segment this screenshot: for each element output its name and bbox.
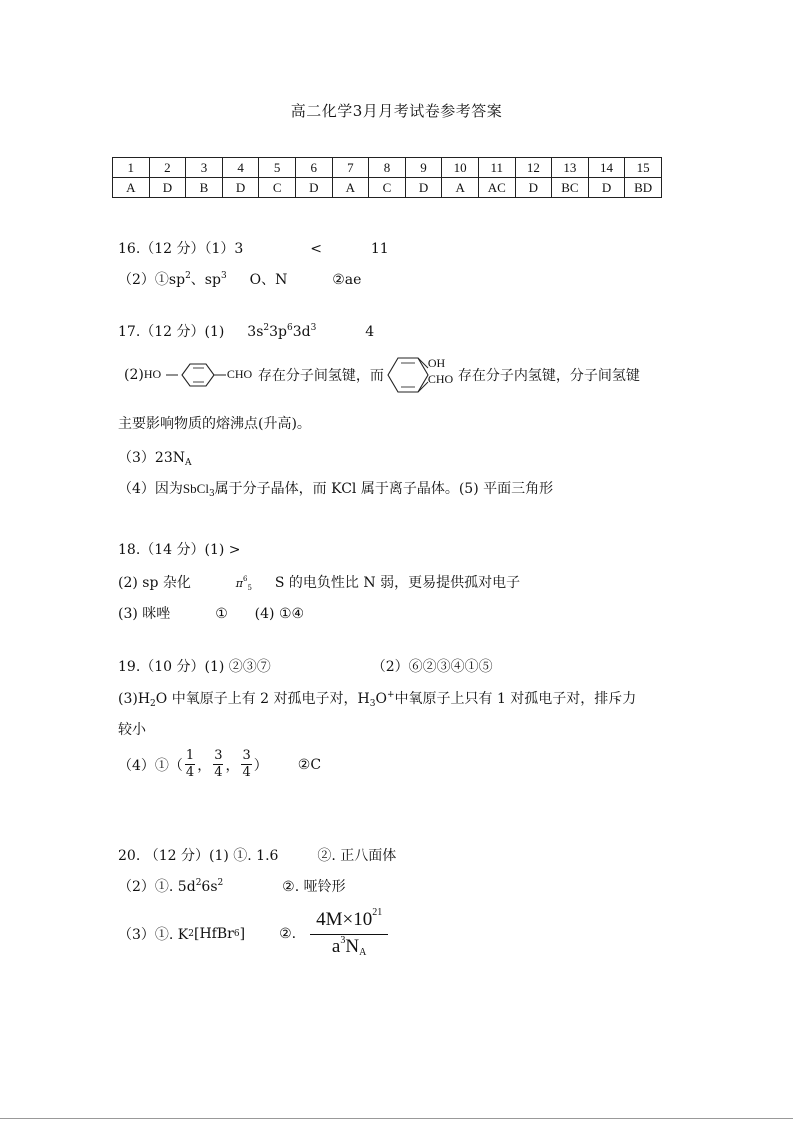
q17-sup: 3 [310, 323, 317, 333]
answer-cell: A [113, 178, 150, 198]
q19-text: (3)H [118, 691, 151, 707]
q19-part4-prefix: （4）①（ [118, 757, 183, 774]
numerator-text: 4M×10 [316, 909, 373, 930]
oh-group-label: OH [427, 356, 446, 370]
fraction-numerator: 1 [185, 748, 195, 763]
q18-line2 [118, 572, 520, 592]
q17-line2 [124, 352, 640, 398]
answer-cell: BC [552, 178, 589, 198]
q19-line2 [118, 688, 636, 708]
cho-group-label: CHO [427, 372, 454, 386]
q20-line1 [118, 845, 396, 865]
answer-cell: BD [625, 178, 662, 198]
density-formula [310, 908, 388, 959]
denominator-text: N [345, 936, 360, 957]
q17-part4-prefix: （4）因为 [118, 481, 183, 497]
q17-line3: 主要影响物质的熔沸点(升高)。 [118, 416, 311, 432]
question-number: 6 [295, 158, 332, 178]
question-number: 14 [588, 158, 625, 178]
q20-part3-label: ②. [279, 925, 297, 942]
q17-line5 [118, 478, 553, 498]
fraction [185, 748, 195, 781]
q17-part2-label: (2) [124, 367, 144, 383]
question-number: 8 [369, 158, 406, 178]
fraction-numerator: 3 [242, 748, 251, 763]
exponent: 3 [340, 935, 346, 946]
q20-octahedron: ②. 正八面体 [317, 848, 397, 864]
question-number: 13 [552, 158, 589, 178]
q20-config: 6s [201, 879, 218, 895]
q19-head: 19.（10 分）(1) ②③⑦ [118, 659, 271, 675]
answer-cell: D [295, 178, 332, 198]
q16-less-than: < [310, 241, 322, 257]
q19-answer-c: ②C [297, 756, 322, 773]
q17-config: 3s [247, 324, 264, 340]
cho-group-label: CHO [226, 367, 253, 381]
q17-part3: （3）23N [118, 450, 185, 466]
q17-part4-text: 属于分子晶体，而 KCl 属于离子晶体。(5) 平面三角形 [214, 481, 554, 497]
fraction [213, 748, 223, 781]
question-number: 2 [149, 158, 186, 178]
q17-config: 3d [292, 324, 311, 340]
answer-cell: B [186, 178, 223, 198]
q16-eleven: 11 [370, 241, 389, 257]
q20-config: （2）①. 5d [118, 879, 196, 895]
q17-sub: A [184, 458, 192, 468]
q19-part2: （2）⑥②③④①⑤ [371, 659, 493, 675]
q20-formula: [HfBr [194, 925, 234, 942]
answer-cell: D [588, 178, 625, 198]
q19-text: 中氧原子上只有 1 对孤电子对，排斥力 [394, 691, 637, 707]
fraction-denominator: 4 [185, 765, 195, 780]
question-number: 12 [515, 158, 552, 178]
p-hydroxybenzaldehyde-structure [144, 360, 256, 390]
q17-four: 4 [365, 324, 375, 340]
question-number: 15 [625, 158, 662, 178]
q18-line1: 18.（14 分）(1) > [118, 542, 241, 558]
answer-cell: D [149, 178, 186, 198]
answer-table-answer-row [113, 178, 662, 198]
q17-line1 [118, 321, 374, 341]
q17-text-intermolecular: 存在分子间氢键，而 [257, 368, 384, 384]
question-number: 3 [186, 158, 223, 178]
q18-circled: ① [215, 606, 228, 622]
q18-part3: (3) 咪唑 [118, 606, 171, 622]
q19-sup: + [386, 690, 395, 700]
q18-sub: 5 [247, 584, 252, 592]
fraction-denominator: 4 [214, 765, 223, 780]
q20-sup: 2 [195, 878, 202, 888]
q19-close-paren: ） [253, 757, 268, 774]
q20-dumbbell: ②. 哑铃形 [282, 879, 346, 895]
answer-table-number-row [113, 158, 662, 178]
answer-cell: C [259, 178, 296, 198]
o-hydroxybenzaldehyde-structure [384, 352, 456, 398]
q16-head: 16.（12 分）（1）3 [118, 241, 244, 257]
q17-config: 3p [269, 324, 287, 340]
q19-line3: 较小 [118, 722, 146, 738]
q19-line1 [118, 656, 493, 676]
q20-formula: ] [239, 925, 246, 942]
answer-cell: D [222, 178, 259, 198]
question-number: 10 [442, 158, 479, 178]
q20-line3: （3）①. K 2 [HfBr 6 ] ②. $\frac{4M\times 10^{21}}{a^3N_A}$ [118, 908, 388, 959]
question-number: 4 [222, 158, 259, 178]
subscript: A [359, 947, 367, 958]
answer-cell: D [405, 178, 442, 198]
q16-line2 [118, 269, 361, 289]
q16-sp-mid: 、sp [190, 272, 221, 288]
q16-sup: 3 [220, 271, 227, 281]
q16-sup: 2 [185, 271, 191, 281]
question-number: 11 [478, 158, 515, 178]
q18-explanation: S 的电负性比 N 弱，更易提供孤对电子 [274, 575, 521, 591]
q18-sup: 6 [243, 575, 248, 583]
answer-cell: A [442, 178, 479, 198]
q17-head: 17.（12 分）(1) [118, 324, 225, 340]
q17-line4 [118, 447, 191, 467]
answer-cell: D [515, 178, 552, 198]
q20-sup: 2 [217, 878, 224, 888]
q19-text: O 中氧原子上有 2 对孤电子对，H [155, 691, 370, 707]
q19-sub: 3 [369, 699, 376, 709]
ho-group-label: HO [143, 367, 162, 381]
fraction-denominator: 4 [242, 765, 251, 780]
density-denominator [310, 935, 388, 959]
q19-text: O [375, 691, 387, 707]
q20-head: 20. （12 分）(1) ①. 1.6 [118, 848, 279, 864]
density-numerator [310, 908, 388, 935]
question-number: 5 [259, 158, 296, 178]
page-title: 高二化学3月月考试卷参考答案 [290, 102, 503, 120]
q16-sp-prefix: （2）①sp [118, 272, 186, 288]
q16-line1 [118, 238, 389, 258]
q19-sub: 2 [150, 699, 156, 709]
q18-part4: (4) ①④ [254, 606, 305, 622]
q17-text-intramolecular: 存在分子内氢键，分子间氢键 [457, 368, 640, 384]
q16-elements: O、N [249, 272, 288, 288]
pi-bond-symbol: π [235, 577, 244, 590]
q17-sup: 6 [286, 323, 293, 333]
fraction-numerator: 3 [214, 748, 223, 763]
page-bottom-divider [0, 1118, 793, 1119]
question-number: 1 [113, 158, 150, 178]
q18-line3 [118, 603, 304, 623]
fraction [241, 748, 251, 781]
q16-ae: ②ae [332, 272, 362, 288]
question-number: 7 [332, 158, 369, 178]
answer-cell: A [332, 178, 369, 198]
denominator-text: a [331, 936, 341, 957]
q18-part2: (2) sp 杂化 [118, 575, 191, 591]
answer-cell: AC [478, 178, 515, 198]
question-number: 9 [405, 158, 442, 178]
exponent: 21 [372, 907, 383, 918]
q17-sub: 3 [208, 489, 215, 499]
q20-formula: （3）①. K [118, 926, 189, 943]
sbcl-formula: SbCl [182, 481, 209, 496]
answer-table [112, 157, 662, 198]
q20-line2 [118, 876, 346, 896]
answer-cell: C [369, 178, 406, 198]
q17-sup: 2 [263, 323, 270, 333]
q19-line4: （4）①（ $\frac{1}{4}$ ， $\frac{3}{4}$ ， $\frac{3}{4}$ ） ②C [118, 748, 322, 780]
